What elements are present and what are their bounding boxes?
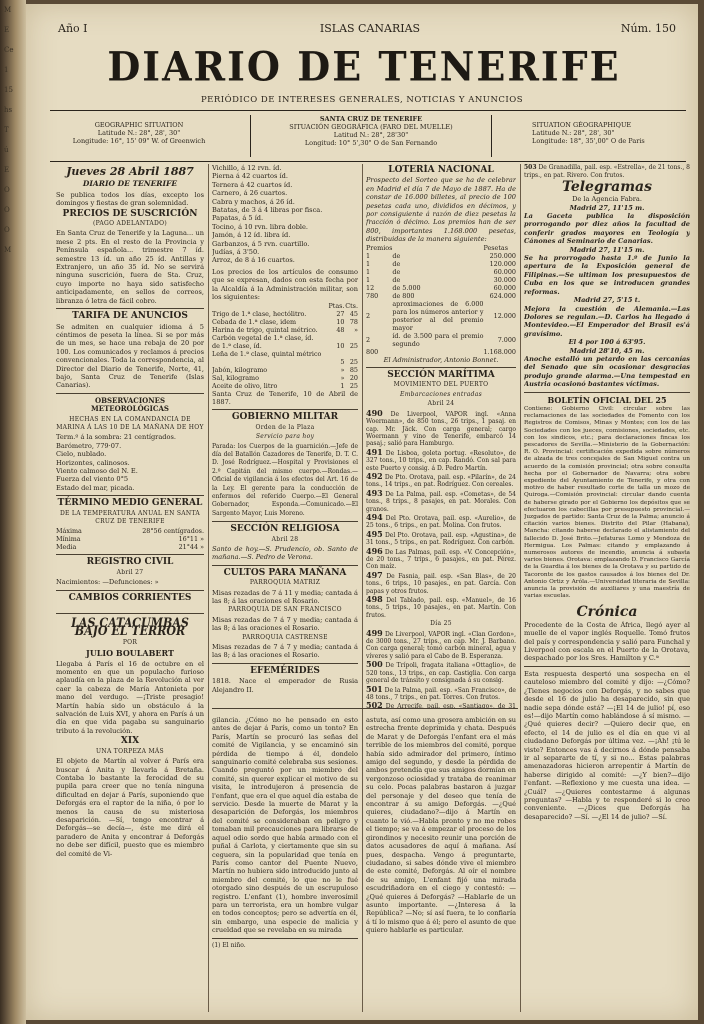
cereal-item [212, 358, 328, 366]
ship-entry [366, 511, 516, 530]
column-rule [208, 164, 209, 1012]
weather-row: Cielo, nublado. [56, 450, 107, 459]
cereal-item: Jabón, kilogramo [212, 365, 268, 374]
telegram-text: Se ha prorrogado hasta 1.º de Junio la apertura de la Exposición general de Filipinas.—Se ultiman los presupuestos de Cuba en los que se introducen grandes reformas. [524, 254, 690, 296]
cereal-row [212, 350, 358, 358]
temperature-sub: DE LA TEMPERATURA ANUAL EN SANTA CRUZ DE TENERIFE [59, 509, 201, 526]
section-title: DIARIO DE TENERIFE [82, 179, 178, 189]
weather-sub: HECHAS EN LA COMANDANCIA DE MARINA Á LAS 10 DE LA MAÑANA DE HOY [56, 415, 204, 431]
maritime-sub2: Embarcaciones entradas [400, 390, 482, 398]
serial-column-1 [56, 610, 204, 1015]
lottery-desc: de 5.000 [392, 283, 421, 292]
geo-right-lat: Latitude N.: 28°, 28', 30" [532, 129, 615, 137]
price-item: Batatas, de 3 á 4 libras por fisca. [212, 206, 323, 215]
ship-number: 502 [366, 700, 383, 709]
cereal-ptas: 10 [336, 317, 345, 326]
cereal-item: Aceite de olivo, litro [212, 381, 278, 390]
temperature-label: Mínima [56, 535, 81, 544]
price-item: Judías, á 3'50. [212, 248, 260, 257]
gutter-letter: E [4, 166, 10, 174]
lottery-count: 1 [366, 275, 371, 284]
cereal-ptas: » [340, 365, 345, 374]
lottery-desc: íd. de 3.500 para el premio segundo [392, 331, 484, 348]
military-title: GOBIERNO MILITAR [231, 412, 339, 423]
cereal-item: Harina de trigo, quintal métrico. [212, 325, 318, 334]
price-item: Tocino, á 10 rvn. libra doble. [212, 222, 309, 231]
lottery-header-row [366, 244, 516, 252]
serial-continuation: Esta respuesta despertó una sospecha en el cauteloso miembro del comité y dijo: —¿Cómo? ¿Tienes negocios con Deforgás, y no sabes que desde el 16 de julio ha desaparecido, sin que nadie sepa dónde está? —¡El 14 de julio! pí, eso es!—dijo Martín como hablándose á sí mismo. —¿Qué quieres decir? —Quiero decir que, en efecto, el 14 de julio es el día en que vi al ciudadano Deforgás por última vez. —¡Ah! ¡tú le viste? Entonces vas á decirnos á dónde pensaba ir al separarte de tí, y si no... Estas palabras amenazadoras hicieron arrepentir á Martín de haberse dirigido al comité: —¿Y bien?—dijo l'enfant. —Reflexiono y me cuesta una idea. —¿Cuál? —¿Quieres contestarme á algunas preguntas? —Habla y te responderé si lo creo conveniente. —¿Dices que Deforgás ha desaparecido? —Sí. —¿El 14 de julio? —Sí. [524, 669, 690, 821]
cereal-cts: » [354, 325, 358, 334]
geo-right [532, 121, 682, 145]
lottery-header-cell [392, 244, 483, 252]
lottery-row [366, 332, 516, 348]
lottery-count: 2 [366, 311, 371, 320]
weather-title: OBSERVACIONES METEOROLÓGICAS [91, 395, 169, 414]
maritime-date: Abril 24 [427, 400, 455, 408]
cereal-row [212, 310, 358, 318]
ship-detail: De Liverpool, VAPOR ingl. «Clan Gordon», de 3000 tons., 27 trips., en cap. Mr. J. Barbano. Con carga general; tomó carbón mineral, agua y víveres y salió para el Cabo de B. Esperanza. [366, 630, 516, 660]
cereal-cts: 85 [349, 365, 358, 374]
newspaper-page [26, 4, 698, 1020]
religious-text: Santo de hoy.—S. Prudencio, ob. Santo de mañana.—S. Pedro de Verona. [212, 545, 358, 562]
geo-center-sub: SITUACIÓN GEOGRÁFICA (FARO DEL MUELLE) [289, 123, 453, 131]
masthead-subtitle: PERIÓDICO DE INTERESES GENERALES, NOTICIAS Y ANUNCIOS [200, 95, 524, 105]
subscription-text: En Santa Cruz de Tenerife y la Laguna... un mese 2 pts. En el resto de la Provincia y Península española... trimestre 7 íd. semestre 13 íd. un año 25 íd. Antillas y Extranjero, un año 35 íd. No se servirá ninguna suscrición, fuera de Sta. Cruz, cuyo importe no haya sido satisfecho anticipadamente, en sellos de correos, libranza ó letra de fácil cobro. [56, 229, 204, 305]
gutter-letter: M [4, 6, 12, 14]
ship-list [366, 407, 516, 620]
weather-row: Barómetro, 779·07. [56, 441, 122, 450]
ship-entry [366, 627, 516, 661]
lottery-row [366, 260, 516, 268]
ship-detail: De Fasnia, pail. esp. «San Blas», de 20 tons., 6 trips., 10 pasajes., en pat. García. Con papas y otros frutos. [366, 572, 516, 595]
place-label: ISLAS CANARIAS [319, 22, 421, 35]
ship-entry [366, 446, 516, 472]
ship-entry [366, 470, 516, 489]
ship-number: 490 [366, 407, 383, 418]
ship-number: 500 [366, 659, 383, 670]
telegram-list [524, 204, 690, 389]
lottery-row [366, 252, 516, 260]
lottery-intro: Prospecto del Sorteo que se ha de celebrar en Madrid el día 7 de Mayo de 1887. Ha de constar de 16.000 billetes, al precio de 100 pesetas cada uno, divididos en décimos, y por consiguiente á razón de diez pesetas la fracción ó décimo. Los premios han de ser 800, importantes 1.168.000 pesetas, distribuidas de la manera siguiente: [366, 176, 516, 244]
weather-row: Viento calmoso del N. E. [56, 467, 138, 475]
ship-number: 496 [366, 545, 383, 556]
military-sub: Orden de la Plaza [255, 423, 315, 431]
gutter-letter: O [4, 226, 10, 234]
subscription-title: PRECIOS DE SUSCRICIÓN [62, 208, 198, 219]
religious-title: SECCIÓN RELIGIOSA [230, 524, 340, 535]
cereal-header-row [212, 302, 358, 310]
ship-entry [366, 528, 516, 547]
cereal-ptas: 27 [336, 309, 345, 318]
cereal-ptas [328, 334, 345, 342]
temperature-row [56, 543, 204, 551]
lottery-amount: 60.000 [493, 267, 516, 276]
military-sub2: Servicio para hoy [255, 433, 315, 441]
cereal-row [212, 326, 358, 334]
geo-right-long: Longitude: 18°, 35',00" O de Paris [532, 137, 645, 145]
ship-detail: Del Pto. Orotava, pail. esp. «Aurelio», de 25 tons., 6 trips., en pat. Molina. Con frutos. [366, 514, 516, 530]
serial-column-3 [366, 716, 516, 1016]
cereal-item: Leña de 1.ª clase, quintal métrico [212, 349, 322, 358]
lottery-desc [392, 348, 483, 356]
cereal-row [212, 318, 358, 326]
column-3 [366, 164, 516, 709]
lottery-desc: de [392, 259, 401, 268]
cereal-row [212, 334, 358, 342]
price-item: Garbanzos, á 5 rvn. cuartillo. [212, 239, 310, 248]
lottery-amount: 120.000 [489, 259, 516, 268]
ephemeris-title: EFEMÉRIDES [250, 665, 320, 676]
lottery-amount: 250.000 [489, 251, 516, 260]
chapter-text: El objeto de Martín al volver á París era buscar á Anita y llevarla á Bretaña. Contaba lo bastante la ferocidad de su pupila para creer que no tenía ninguna dificultad en dejar á París, suponiendo que Deforgás era el raptor de la niña, ó por lo menos la causa de su misteriosa desaparición. —Sí, tengo encontrar á Deforgás—se decía—, éste me dirá el paradero de Anita y encontrar á Deforgás no debe ser difícil, puesto que es miembro del comité de Vi- [56, 757, 204, 858]
gutter-letter: hs [4, 106, 13, 114]
temperature-title: TÉRMINO MEDIO GENERAL [57, 498, 203, 509]
price-item: Papatas, á 5 íd. [212, 214, 264, 223]
cereal-cts: 25 [349, 381, 358, 390]
serial-footnote: (1) El niño. [212, 941, 246, 949]
cereal-row [212, 342, 358, 350]
serial-text: Llegaba á París el 16 de octubre en el momento en que un populacho furioso aplaudía en la plaza de la Revolución al ver caer la cabeza de María Antonieta por mano del verdugo. —¡Triste presagio! Martín había sido un obstáculo á la salvación de Luis XVI, y ahora en París á un día en que vida pagaba su sanguinario tributo á la revolución. [56, 659, 204, 735]
gutter-letter: ú [4, 146, 9, 154]
column-rule [520, 164, 521, 1012]
serial-column-2 [212, 716, 358, 1016]
ship-number: 493 [366, 487, 383, 498]
lottery-count: 12 [366, 283, 375, 292]
ship-entry [366, 683, 516, 702]
ship-detail: De Pto. Orotava, pail. esp. «Pilarín», de 24 tons., 14 trips., en pat. Rodríguez. Con cereales. [366, 473, 516, 489]
cereal-item: de 1.ª clase, íd. [212, 341, 262, 350]
chapter-number: XIX [120, 736, 140, 747]
cereal-footer: Santa Cruz de Tenerife, 10 de Abril de 1887. [212, 389, 358, 406]
gutter-letter: O [4, 206, 10, 214]
lottery-amount: 30.000 [493, 275, 516, 284]
parish-name: PARROQUIA CASTRENSE [242, 633, 328, 641]
cereal-cts: 20 [349, 373, 358, 382]
lottery-row [366, 276, 516, 284]
lottery-table [366, 244, 516, 356]
price-item: Pierna á 42 cuartos íd. [212, 172, 288, 181]
cereal-item: Sal, kilogramo [212, 373, 259, 382]
telegram-date: Madrid 27, 5'15 t. [573, 296, 641, 305]
gutter-letter: Ce [4, 46, 14, 54]
lottery-count: 2 [366, 335, 371, 344]
ship-detail: De Las Palmas, pail. esp. «V. Concepción», de 20 tons., 7 trips., 6 pasajes., en pat. Pérez. Con maíz. [366, 548, 516, 571]
ship-detail: De la Palma, pail. esp. «San Francisco», de 48 tons., 7 trips., en pat. Torres. Con frutos. [366, 686, 516, 701]
gutter-letter: T [4, 126, 9, 134]
column-2 [212, 164, 358, 724]
ads-tariff-text: Se admiten en cualquier idioma á 5 céntimos de peseta la línea. Si se por más de un mes, se hace una rebaja de 20 por 100. Los comunicados y reclamos á precios convencionales. Toda la correspondencia, al Director del Diario de Tenerife, Norte, 41, bajo, Santa Cruz de Tenerife (Islas Canarias). [56, 322, 204, 390]
ship-entry [366, 596, 516, 619]
geo-right-title: SITUATION GÉOGRAPHIQUE [532, 121, 632, 129]
gutter-letter: O [4, 186, 10, 194]
geo-center-lat: Latitud N.: 28°, 28'30" [333, 131, 409, 139]
year-label: Año I [58, 22, 88, 35]
ship-detail: Del Tablado, pail. esp. «Manuel», de 16 tons., 5 trips., 10 pasajes., en pat. Martín. Con frutos. [366, 597, 516, 619]
military-text: Parada: los Cuerpos de la guarnición.—Jefe de día del Batallón Cazadores de Tenerife, D. T. C. D. José Rodríguez.—Hospital y Provisiones el 2.º Capitán del mismo cuerpo.—Rondas.—Oficial de vigilancia á los efectos del Art. 16 de la Ley. El gerente para la conducción de enfermos del referido Cuerpo.—El General Gobernador, Esponda.—Comunicado.—El Sargento Mayor, Luis Moreno. [212, 442, 358, 517]
lottery-title: LOTERÍA NACIONAL [388, 165, 494, 175]
ship-number: 503 [524, 164, 537, 171]
ship-number: 499 [366, 627, 383, 638]
serial-text-3: astuta, así como una grosera ambición en su estrecha frente deprimida y chata. Después de Marat y de Deforgás l'enfant era el más terrible de los miembros del comité, porque había sido admirador del primero, íntimo amigo del segundo, y desde la pérdida de ambos pretendía que sus amigos dormían en vergonzoso ociosidad y trataba de reanimar su celo. Pocas palabras bastaron á juzgar del personaje y del deseo que tenía de encontrar á su amigo Deforgás. —¿Qué quieres, ciudadano?—dijo á Martín en cuanto le vió.—Habla pronto y no me robes el tiempo; se va á empezar el proceso de los girondinos y necesito reunir una porción de datos acusadores de aquí á mañana. Así pues, despacha. Vengo á preguntarte, ciudadano, si sabes dónde vive el miembro de este comité, Deforgás. Al oír el nombre de su amigo, L'enfant fijó una mirada escudriñadora en el ciego y contestó: —¿Qué quieres á Deforgás? —Hablarle de un asunto importante. —¿Interesa á la República? —No; sí así fuera, te lo confiaría á tí lo mismo que á él; pero el asunto de que quiero hablarle es particular. [366, 716, 516, 935]
maritime-sub: MOVIMIENTO DEL PUERTO [393, 381, 489, 389]
price-item: Arroz, de 8 á 16 cuartos. [212, 256, 295, 265]
lottery-desc: de [392, 275, 401, 284]
chapter-sub: UNA TORPEZA MÁS [96, 747, 164, 755]
telegram-text: La Gaceta publica la disposición prorrogando por diez años la facultad de conferir grados mayores en Teología y Cánones al Seminario de Canarias. [524, 212, 690, 246]
maritime-title: SECCIÓN MARÍTIMA [387, 370, 495, 381]
price-item: Cabra y machos, á 26 íd. [212, 197, 295, 206]
lottery-row [366, 300, 516, 332]
parish-masses: Misas rezadas de 7 á 7 y media; cantada á las 8; á las oraciones el Rosario. [212, 643, 358, 660]
civil-registry-date: Abril 27 [116, 568, 144, 576]
price-list [212, 164, 358, 265]
ship-detail: De La Palma, pail. esp. «Cometas», de 54 tons., 8 trips., 8 pasajes, en pat. Morales. Con granos. [366, 490, 516, 513]
ship-number: 498 [366, 594, 383, 605]
civil-registry-title: REGISTRO CIVIL [86, 557, 174, 568]
lottery-amount: 7.000 [497, 335, 516, 344]
issue-number: Núm. 150 [620, 22, 676, 35]
ship-detail: De Trípoli, fragata italiana «Ottaglio», de 520 tons., 13 trips., en cap. Castiglia. Con carga general de tránsito y consignada á su consig. [366, 662, 516, 685]
ship-detail: De Arrecife, pail. esp. «Santiago», de 31 [385, 703, 516, 709]
cereal-ptas: 10 [336, 341, 345, 350]
weather-row: Term.º á la sombra: 21 centígrados. [56, 433, 176, 442]
cereal-cts: 45 [349, 309, 358, 318]
cereal-table [212, 302, 358, 390]
price-item: Vichillo, á 12 rvn. íd. [212, 164, 282, 172]
ship-number: 501 [366, 683, 383, 694]
geographic-box [50, 110, 686, 162]
bulletin-title: BOLETÍN OFICIAL DEL 25 [547, 394, 667, 405]
temperature-table [56, 527, 204, 551]
lottery-count: 1 [366, 251, 371, 260]
exchange-title: CAMBIOS CORRIENTES [68, 592, 192, 603]
telegram-date: Madrid 27, 11'15 m. [569, 245, 645, 254]
maritime-date-2: Día 25 [430, 620, 452, 628]
ads-tariff-title: TARIFA DE ANUNCIOS [72, 311, 188, 322]
lottery-header-cell: Pesetas [483, 243, 508, 252]
gutter-letter: 1 [4, 66, 9, 74]
cereal-cts: 25 [349, 341, 358, 350]
cereal-header-cell: Cts. [345, 301, 358, 310]
column-rule [362, 164, 363, 1012]
lottery-header-cell: Premios [366, 243, 393, 252]
ship-entry: De Granadilla, pail. esp. «Estrella», de 21 tons., 8 trips., en pat. Rivero. Con frutos. [524, 164, 690, 180]
parish-name: PARROQUIA DE SAN FRANCISCO [228, 606, 342, 614]
parish-masses: Misas rezadas de 7 á 7 y media; cantada á las 8; á las oraciones el Rosario. [212, 615, 358, 633]
lottery-amount: 624.000 [489, 291, 516, 300]
lottery-footer: El Administrador, Antonio Bonnet. [383, 355, 499, 364]
lottery-amount: 12.000 [493, 311, 516, 320]
lottery-amount: 1.168.000 [483, 347, 516, 356]
cereal-ptas [328, 350, 345, 358]
serial-author: JULIO BOULABERT [86, 648, 174, 659]
chronicle-text: Procedente de la Costa de África, llegó ayer al muelle de el vapor inglés Roquelle. Tomó frutos del país y correspondencia y salió para Funchal y Liverpool con escala en el Puerto de la Orotava, despachado por los Sres. Hamilton y C.ª [524, 620, 690, 663]
lottery-desc: aproximaciones de 6.000 para los números anterior y posterior al del premio mayor [392, 299, 484, 332]
column-4 [524, 164, 690, 1016]
lottery-row [366, 348, 516, 356]
temperature-row [56, 535, 204, 543]
cereal-ptas: 48 [336, 325, 345, 334]
serial-title: LAS CATACUMBAS BAJO EL TERROR [71, 616, 189, 640]
cereal-intro: Los precios de los artículos de consumo que se expresan, dados con esta fecha por la Alcaldía á la Administración militar, son los siguientes: [212, 267, 358, 302]
ship-detail: De Liverpool, VAPOR ingl. «Anna Woermann», de 850 tons., 26 trips., 1 pasaj. en cap. Mr. Jäck. Con carga general; cargo Woermann y vino de Tenerife, embarcó 14 pasaj.; salió para Hamburgo. [366, 410, 516, 448]
gutter-letter: 15 [4, 86, 13, 94]
ship-number: 494 [366, 511, 383, 522]
telegram-text: Anoche estalló un petardo en las cercanías del Senado que sin ocasionar desgracias produjo grande alarma.—Una tempestad en Austria ocasionó bastantes víctimas. [524, 354, 690, 389]
telegrams-agency: De la Agencia Fabra. [572, 195, 642, 204]
ship-entry [366, 487, 516, 513]
cereal-item: Cebada de 1.ª clase, idem [212, 317, 297, 326]
geo-left-title: GEOGRAPHIC SITUATION [94, 121, 184, 129]
geo-left [54, 121, 224, 145]
temperature-label: Media [56, 543, 77, 552]
religious-date: Abril 28 [271, 535, 299, 543]
chronicle-title: Crónica [576, 604, 638, 621]
cereal-item: Trigo de 1.ª clase, hectólitro. [212, 309, 307, 318]
price-item: Carnero, á 26 cuartos. [212, 189, 288, 198]
civil-registry-text: Nacimientos: —Defunciones: » [56, 578, 159, 587]
cereal-cts [344, 350, 358, 358]
gutter-letter: E [4, 26, 10, 34]
telegram-date: El 4 por 100 á 63'95. [568, 338, 646, 347]
cereal-header-cell [212, 302, 328, 310]
geo-center [250, 115, 492, 157]
cereal-cts [344, 334, 358, 342]
lottery-row [366, 284, 516, 292]
ship-entry [366, 569, 516, 595]
lottery-amount: 60.000 [493, 283, 516, 292]
intro-text: Se publica todos los días, excepto los domingos y fiestas de gran solemnidad. [56, 190, 204, 208]
worship-title: CULTOS PARA MAÑANA [223, 567, 347, 578]
masthead-title: DIARIO DE TENERIFE [107, 42, 621, 91]
temperature-value: 21°44 » [178, 543, 204, 552]
telegram-date: Madrid 28'10, 45 m. [569, 346, 645, 355]
parish-masses: Misas rezadas de 7 á 11 y media; cantada á las 8; á las oraciones el Rosario. [212, 588, 358, 606]
issue-date: Jueves 28 Abril 1887 [66, 165, 194, 178]
geo-left-long: Longitude: 16°, 15' 09" W. of Greenwich [72, 137, 206, 145]
page-gutter [0, 0, 26, 1024]
lottery-desc: de [392, 251, 401, 260]
ship-number: 491 [366, 446, 383, 457]
telegrams-title: Telegramas [562, 178, 652, 195]
ship-detail: De Lisboa, goleta portug. «Resoluto», de 327 tons., 10 trips., en cap. Randó. Con sal para este Puerto y consig. á D. Pedro Martín. [366, 449, 516, 472]
cereal-header-cell: Ptas. [328, 301, 345, 310]
cereal-row [212, 366, 358, 374]
weather-row: Fuerza del viento 0°5 [56, 475, 129, 484]
bulletin-text: Contiene: Gobierno Civil: circular sobre las reclamaciones de las sociedades de Fomento con los Registros de Comisos, Minas y Montes; con los de las Sociedades con los jueces, comisiones, sociedades, etc. con los sindicos, etc.; para declaraciones fincas los pescadores de Sevilla.—Ministerio de la Gobernación: R. O. Provincial: certificación expedida sobre números de alzada de tres concejales de San Miguel contra un acuerdo de la comisión provincial; otra sobre consulta hecha por el Gobernador de Navarra; otra sobre expediente del Ayuntamiento de Tenerife, y otra con motivo de haber resultado corte de talla un mozo de Quiroga.—Comisión provincial: circular dando cuenta de haberse girado por el Gobierno los depósitos que se efectuaron los cabecillas por presupuesto provincial.—Juzgados de partido: Santa Cruz de la Palma; anuncio á citación varios bienes. Distrito del Pilar (Habana), Mancha: citando haberse declarado el alistamiento del fallecido D. José Brito.—Jefaturas Lomo y Mendoza de Hermigua. Los Palmas: citando y emplazando á numerosos autores de incendio, anuncia á subasta varios bienes. Orotava: emplazando D. Francisco García de la Guardia á los bienes de la Orotava y su partido de Tacoronte de los gastos causados á los bienes del Dr. Antonio Ortiz y Aróla.—Universidad literaria de Sevilla: anuncia la provisión de auxiliares y una maestría de varias escuelas. [524, 405, 690, 600]
geo-left-lat: Latitude N.: 28°, 28', 30" [97, 129, 181, 137]
ship-number: 495 [366, 528, 383, 539]
cereal-ptas: 5 [340, 357, 345, 366]
cereal-row [212, 374, 358, 382]
gutter-letter: M [4, 246, 12, 254]
lottery-count: 780 [366, 291, 379, 300]
ship-entry [366, 661, 516, 684]
temperature-value: 28°56 centígrados. [142, 527, 204, 536]
cereal-ptas: 1 [340, 381, 345, 390]
cereal-row [212, 382, 358, 390]
cereal-cts: 78 [349, 317, 358, 326]
cereal-cts: 25 [349, 357, 358, 366]
lottery-desc: de [392, 267, 401, 276]
ship-number: 492 [366, 470, 383, 481]
temperature-row [56, 527, 204, 535]
weather-row: Horizontes, calinosos. [56, 458, 130, 467]
worship-list [212, 579, 358, 660]
telegram-date: Madrid 27, 11'15 m. [569, 203, 645, 212]
lottery-row [366, 292, 516, 300]
lottery-count: 1 [366, 267, 371, 276]
price-item: Jamón, á 12 íd. libra íd. [212, 231, 291, 240]
geo-center-long: Longitud: 10° 5',30" O de San Fernando [304, 139, 438, 147]
cereal-item: Carbón vegetal de 1.ª clase, íd. [212, 333, 314, 342]
serial-author-pre: POR [122, 638, 138, 646]
temperature-label: Máxima [56, 527, 82, 536]
telegram-text: Mejora la cuestión de Alemania.—Las Dolores se regulan.—D. Carlos ha llegado á Montevideo.—El Emperador del Brasil es'á gravísimo. [524, 304, 690, 338]
subscription-sub: (PAGO ADELANTADO) [92, 220, 168, 228]
lottery-count: 1 [366, 259, 371, 268]
serial-text-2: gilancia. ¿Cómo no he pensado en esto antes de dejar á París, como un tonto? En París, Martín se procuró las señas del comité de Vigilancia, y se encaminó sin pérdida de tiempo á él, dondelo sanguinario comité celebraba sus sesiones. Cuando preguntó por un miembro del comité, sin querer explicar el motivo de su visita, le introdujeron á presencia de l'enfant, que era el que aquel día estaba de servicio. Desde la muerte de Marat y la desaparición de Deforgás, los miembros del comité se consideraban en peligro y tomaban mil precauciones para librarse de aquel odio sordo que había armado con el puñal á Carlota, y ciertamente que sin su ceguera, sin la popularidad que tenía en París como cantor del Puente Nuevo, Martín no hubiera sido introducido junto al miembro del comité, lo que no le fué otorgado sino después de un escrupuloso registro. L'enfant (1), hombre inverosímil para un terrorista, era un hombre vulgar en todos conceptos; pero se advertía en él, sin embargo, una especie de malicia y crueldad que se revelaba en su mirada [212, 716, 358, 935]
weather-row: Estado del mar, picada. [56, 483, 135, 492]
lottery-count: 800 [366, 347, 379, 356]
ephemeris-text: 1818. Nace el emperador de Rusia Alejandro II. [212, 677, 358, 694]
cereal-ptas: » [340, 373, 345, 382]
temperature-value: 16°11 » [178, 535, 204, 544]
parish-name: PARROQUIA MATRIZ [249, 579, 321, 587]
ship-list-2 [366, 627, 516, 709]
cereal-row [212, 358, 358, 366]
lottery-row [366, 268, 516, 276]
ship-detail: Del Pto. Orotava, pail. esp. «Agustina», de 31 tons., 5 trips., en pat. Rodríguez. Con carbón. [366, 531, 516, 547]
geo-center-title: SANTA CRUZ DE TENERIFE [319, 115, 423, 123]
price-item: Ternera á 42 cuartos íd. [212, 180, 293, 189]
lottery-desc: de 800 [392, 291, 415, 300]
column-1 [56, 164, 204, 604]
ship-entry [366, 545, 516, 571]
weather-list [56, 433, 204, 492]
ship-entry [366, 407, 516, 448]
ship-number: 497 [366, 569, 383, 580]
